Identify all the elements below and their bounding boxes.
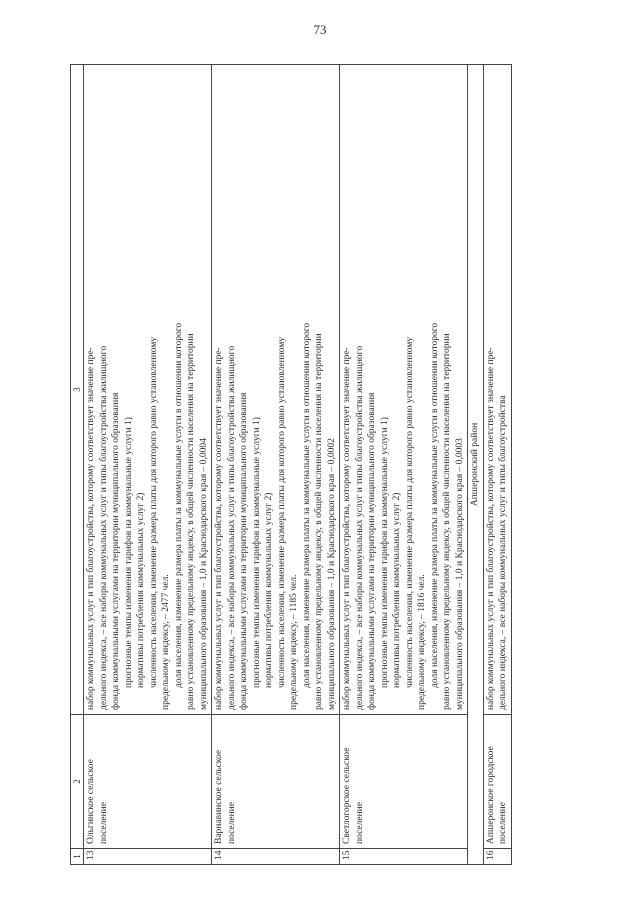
table-row xyxy=(212,65,340,865)
detail-line: прогнозные темпы изменения тарифов на коммунальные услуги 1) xyxy=(123,417,134,688)
header-col-3: 3 xyxy=(71,65,84,715)
table-row xyxy=(483,65,511,865)
detail-line: фонда коммунальными услугами на территории муниципального образования xyxy=(111,392,121,710)
detail-line: доля населения, изменение размера платы за коммунальные услуги в отношении которого xyxy=(429,322,440,688)
tariff-table xyxy=(70,64,512,865)
detail-line: муниципального образования – 1,0 и Краснодарского края – 0,0002 xyxy=(326,438,337,710)
table-header-row xyxy=(71,65,84,865)
header-col-1: 1 xyxy=(71,849,84,865)
detail-line: равно установленному предельному индексу, в общей численности населения на территории xyxy=(442,333,452,710)
detail-line: дельного индекса, – все наборы коммунальных услуг и типы благоустройства жилищного xyxy=(354,345,365,710)
detail-line: нормативы потребления коммунальных услуг 2) xyxy=(264,492,274,688)
settlement-name: Варнавинское сельское поселение xyxy=(212,715,340,849)
detail-line: численность населения, изменение размера платы для которого равно установленному xyxy=(404,336,415,688)
detail-line: численность населения, изменение размера платы для которого равно установленному xyxy=(276,336,287,688)
settlement-name: Ольгинское сельское поселение xyxy=(84,715,212,849)
row-details xyxy=(340,65,468,715)
detail-line: доля населения, изменение размера платы за коммунальные услуги в отношении которого xyxy=(173,322,184,688)
table-row xyxy=(84,65,212,865)
detail-line: предельному индексу, – 2477 чел. xyxy=(161,574,171,710)
detail-line: нормативы потребления коммунальных услуг 2) xyxy=(392,492,402,688)
detail-line: равно установленному предельному индексу, в общей численности населения на территории xyxy=(314,333,324,710)
detail-line: равно установленному предельному индексу, в общей численности населения на территории xyxy=(186,333,196,710)
detail-line: предельному индексу, – 1185 чел. xyxy=(289,574,299,710)
detail-line: дельного индекса, – все наборы коммунальных услуг и типы благоустройства жилищного xyxy=(98,345,109,710)
row-number: 15 xyxy=(340,849,468,865)
detail-line: прогнозные темпы изменения тарифов на коммунальные услуги 1) xyxy=(251,417,262,688)
district-row xyxy=(468,65,484,865)
detail-line: дельного индекса, – все наборы коммунальных услуг и типы благоустройства жилищного xyxy=(226,345,237,710)
page-number: 73 xyxy=(313,22,327,37)
settlement-name: Светлогорское сельское поселение xyxy=(340,715,468,849)
settlement-name: Апшеронское городское поселение xyxy=(483,715,511,849)
detail-line: численность населения, изменение размера платы для которого равно установленному xyxy=(148,336,159,688)
detail-line: дельного индекса, – все наборы коммунальных услуг и типы благоустройства xyxy=(498,395,508,710)
detail-line: фонда коммунальными услугами на территории муниципального образования xyxy=(239,392,249,710)
rotated-table-container xyxy=(70,65,570,865)
header-col-2: 2 xyxy=(71,715,84,849)
detail-line: доля населения, изменение размера платы за коммунальные услуги в отношении которого xyxy=(301,322,312,688)
detail-line: фонда коммунальными услугами на территории муниципального образования xyxy=(367,392,377,710)
detail-line: предельному индексу, – 1816 чел. xyxy=(417,574,427,710)
row-number: 13 xyxy=(84,849,212,865)
row-number: 14 xyxy=(212,849,340,865)
district-heading: Апшеронский район xyxy=(468,65,484,865)
detail-line: муниципального образования – 1,0 и Краснодарского края – 0,0003 xyxy=(454,438,465,710)
detail-line: набор коммунальных услуг и тип благоустройства, которому соответствует значение пре- xyxy=(86,347,96,710)
detail-line: набор коммунальных услуг и тип благоустройства, которому соответствует значение пре- xyxy=(342,347,352,710)
detail-line: муниципального образования – 1,0 и Краснодарского края – 0,0004 xyxy=(198,438,209,710)
table-row xyxy=(340,65,468,865)
detail-line: набор коммунальных услуг и тип благоустройства, которому соответствует значение пре- xyxy=(485,347,496,710)
row-number: 16 xyxy=(483,849,511,865)
row-details xyxy=(84,65,212,715)
detail-line: нормативы потребления коммунальных услуг 2) xyxy=(136,492,146,688)
row-details xyxy=(212,65,340,715)
detail-line: набор коммунальных услуг и тип благоустройства, которому соответствует значение пре- xyxy=(214,347,224,710)
row-details xyxy=(483,65,511,715)
detail-line: прогнозные темпы изменения тарифов на коммунальные услуги 1) xyxy=(379,417,390,688)
